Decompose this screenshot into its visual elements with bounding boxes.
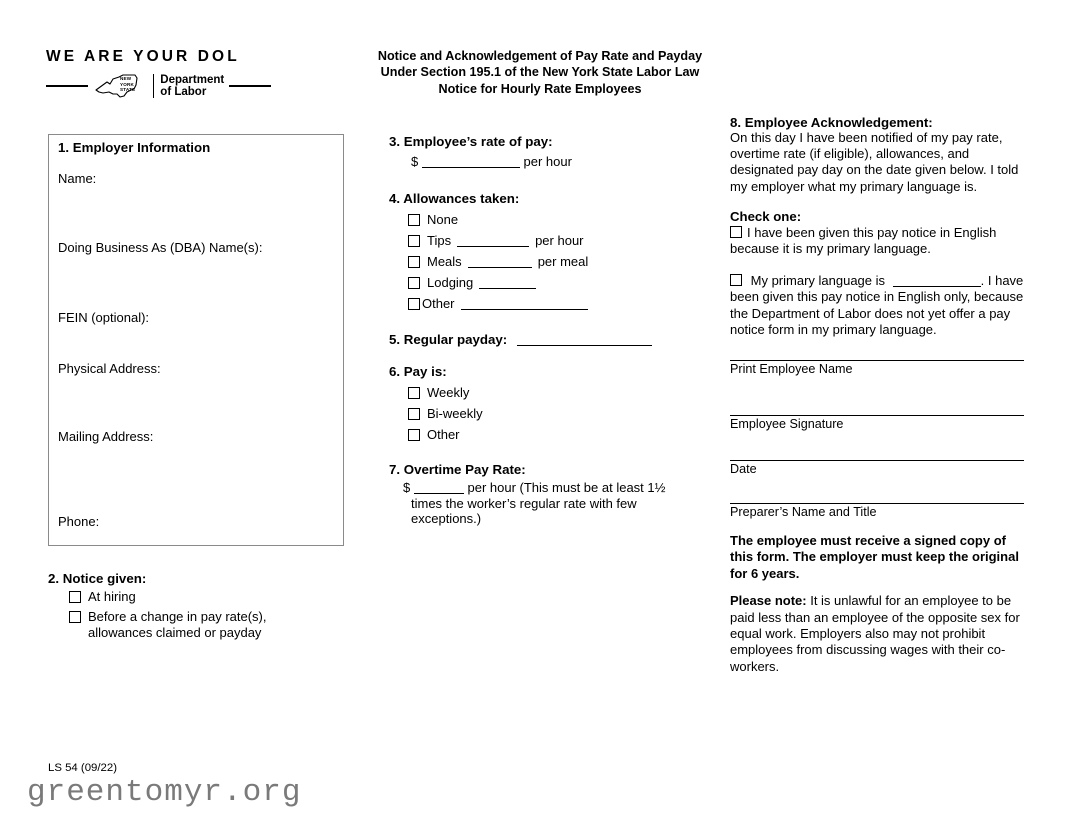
checkbox-before-change-icon[interactable]	[69, 611, 81, 623]
overtime-text: per hour (This must be at least 1½ times the worker’s regular rate with few exceptions.)	[411, 480, 666, 527]
acknowledgement-body: On this day I have been notified of my pay rate, overtime rate (if eligible), allowances, and designated pay day on the date given below. I told my employer what my primary language is.	[730, 130, 1019, 194]
pay-frequency-option-weekly-label: Weekly	[427, 385, 470, 400]
acknowledgement-title: 8. Employee Acknowledgement:	[730, 115, 933, 130]
employer-information-title: 1. Employer Information	[58, 140, 211, 155]
allowance-option-meals-unit: per meal	[537, 254, 589, 269]
notice-given-option-at-hiring[interactable]	[48, 589, 348, 606]
please-note-body: It is unlawful for an employee to be paid less than an employee of the opposite sex for equal work. Employers also may not prohibit employees from discussing wages with their co-workers.	[730, 593, 1020, 674]
allowance-option-tips[interactable]	[389, 230, 689, 251]
pay-frequency-option-weekly[interactable]	[389, 382, 689, 403]
notice-given-option-at-hiring-label: At hiring	[88, 589, 136, 604]
allowance-option-meals[interactable]	[389, 251, 689, 272]
regular-payday-input[interactable]	[517, 334, 652, 346]
employer-field-dba: Doing Business As (DBA) Name(s):	[58, 240, 263, 255]
pay-frequency-option-other[interactable]	[389, 424, 689, 445]
check-one-title: Check one:	[730, 208, 802, 224]
please-note-label: Please note:	[730, 593, 807, 609]
signature-group-date	[730, 460, 1025, 477]
rate-of-pay-unit: per hour	[523, 154, 572, 169]
form-title-line-3: Notice for Hourly Rate Employees	[438, 81, 642, 96]
form-code: LS 54 (09/22)	[48, 762, 118, 774]
allowance-option-other[interactable]	[389, 293, 689, 314]
new-york-state-outline-icon	[93, 73, 149, 99]
overtime-title: 7. Overtime Pay Rate:	[389, 462, 526, 477]
allowance-option-lodging-label: Lodging	[427, 275, 474, 290]
new-york-state-text: NEW YORK STATE	[120, 76, 136, 93]
allowances-title: 4. Allowances taken:	[389, 191, 520, 206]
left-column	[48, 134, 344, 546]
allowance-option-other-label: Other	[422, 296, 455, 311]
checkbox-pay-biweekly-icon[interactable]	[408, 408, 420, 420]
must-receive-notice: The employee must receive a signed copy of this form. The employer must keep the original for 6 years.	[730, 533, 1019, 581]
allowance-lodging-input[interactable]	[479, 277, 536, 289]
notice-given-section	[48, 571, 348, 642]
logo-rule-left-icon	[46, 85, 88, 86]
employer-field-name: Name:	[58, 171, 97, 186]
notice-given-title: 2. Notice given:	[48, 571, 147, 586]
employer-field-fein: FEIN (optional):	[58, 310, 150, 325]
checkbox-allowance-lodging-icon[interactable]	[408, 277, 420, 289]
language-option-other-suffix: . I have been given this pay notice in English only, because the Department of Labor does not yet offer a pay notice form in my primary language.	[730, 273, 1024, 337]
dol-wordmark: WE ARE YOUR DOL	[46, 48, 240, 65]
signature-label-print-name: Print Employee Name	[730, 362, 853, 377]
overtime-entry	[389, 480, 693, 527]
checkbox-language-english-icon[interactable]	[730, 226, 742, 238]
regular-payday-section	[389, 330, 689, 349]
checkbox-pay-other-icon[interactable]	[408, 429, 420, 441]
allowance-meals-input[interactable]	[468, 256, 532, 268]
allowance-option-none[interactable]	[389, 209, 689, 230]
language-option-english-label: I have been given this pay notice in English because it is my primary language.	[730, 224, 997, 257]
allowance-option-tips-label: Tips	[427, 233, 452, 248]
overtime-currency: $	[403, 480, 411, 495]
regular-payday-title: 5. Regular payday:	[389, 332, 508, 347]
employer-field-phone: Phone:	[58, 514, 100, 529]
signature-group-employee-signature	[730, 415, 1025, 432]
allowance-option-lodging[interactable]	[389, 272, 689, 293]
dol-logo-block	[46, 48, 296, 99]
signature-label-preparer: Preparer’s Name and Title	[730, 505, 877, 520]
form-title-line-1: Notice and Acknowledgement of Pay Rate and Payday	[377, 49, 703, 63]
rate-of-pay-currency: $	[411, 154, 419, 169]
dol-agency-name: Department of Labor	[160, 74, 225, 98]
right-column	[730, 115, 1025, 675]
logo-divider	[153, 74, 154, 98]
signature-label-employee-signature: Employee Signature	[730, 417, 844, 432]
pay-frequency-title: 6. Pay is:	[389, 364, 447, 379]
overtime-section	[389, 462, 689, 527]
please-note-block	[730, 593, 1025, 675]
regular-payday-row	[389, 330, 689, 349]
checkbox-allowance-other-icon[interactable]	[408, 298, 420, 310]
pay-frequency-option-biweekly-label: Bi-weekly	[427, 406, 483, 421]
form-title-line-2: Under Section 195.1 of the New York State Labor Law	[380, 65, 700, 80]
allowance-option-meals-label: Meals	[427, 254, 462, 269]
pay-frequency-option-other-label: Other	[427, 427, 460, 442]
allowance-option-tips-unit: per hour	[535, 233, 584, 248]
pay-frequency-option-biweekly[interactable]	[389, 403, 689, 424]
checkbox-pay-weekly-icon[interactable]	[408, 387, 420, 399]
pay-frequency-section	[389, 364, 689, 445]
overtime-rate-input[interactable]	[414, 482, 464, 494]
employer-field-physical-address: Physical Address:	[58, 361, 161, 376]
rate-of-pay-section	[389, 134, 689, 171]
allowance-tips-input[interactable]	[457, 235, 529, 247]
employer-field-mailing-address: Mailing Address:	[58, 429, 154, 444]
notice-given-option-before-change-label: Before a change in pay rate(s), allowances claimed or payday	[88, 608, 267, 640]
logo-rule-right-icon	[229, 85, 271, 86]
rate-of-pay-entry	[389, 152, 689, 171]
watermark: greentomyr.org	[27, 775, 302, 810]
language-option-other-prefix: My primary language is	[750, 273, 886, 289]
employer-information-box	[48, 134, 344, 546]
signature-group-print-name	[730, 360, 1025, 377]
signature-group-preparer	[730, 503, 1025, 520]
checkbox-allowance-none-icon[interactable]	[408, 214, 420, 226]
checkbox-allowance-meals-icon[interactable]	[408, 256, 420, 268]
checkbox-language-other-icon[interactable]	[730, 274, 742, 286]
rate-of-pay-input[interactable]	[422, 156, 520, 168]
dol-logo-lockup	[46, 73, 296, 99]
checkbox-allowance-tips-icon[interactable]	[408, 235, 420, 247]
signature-label-date: Date	[730, 462, 757, 477]
form-title	[300, 48, 780, 97]
allowances-section	[389, 191, 689, 314]
allowance-other-input[interactable]	[461, 298, 588, 310]
checkbox-at-hiring-icon[interactable]	[69, 591, 81, 603]
language-option-english[interactable]	[730, 225, 1025, 257]
notice-given-option-before-change[interactable]	[48, 609, 348, 642]
rate-of-pay-title: 3. Employee’s rate of pay:	[389, 134, 553, 149]
allowance-option-none-label: None	[427, 212, 459, 227]
primary-language-input[interactable]	[893, 275, 981, 287]
language-option-other[interactable]	[730, 273, 1025, 338]
